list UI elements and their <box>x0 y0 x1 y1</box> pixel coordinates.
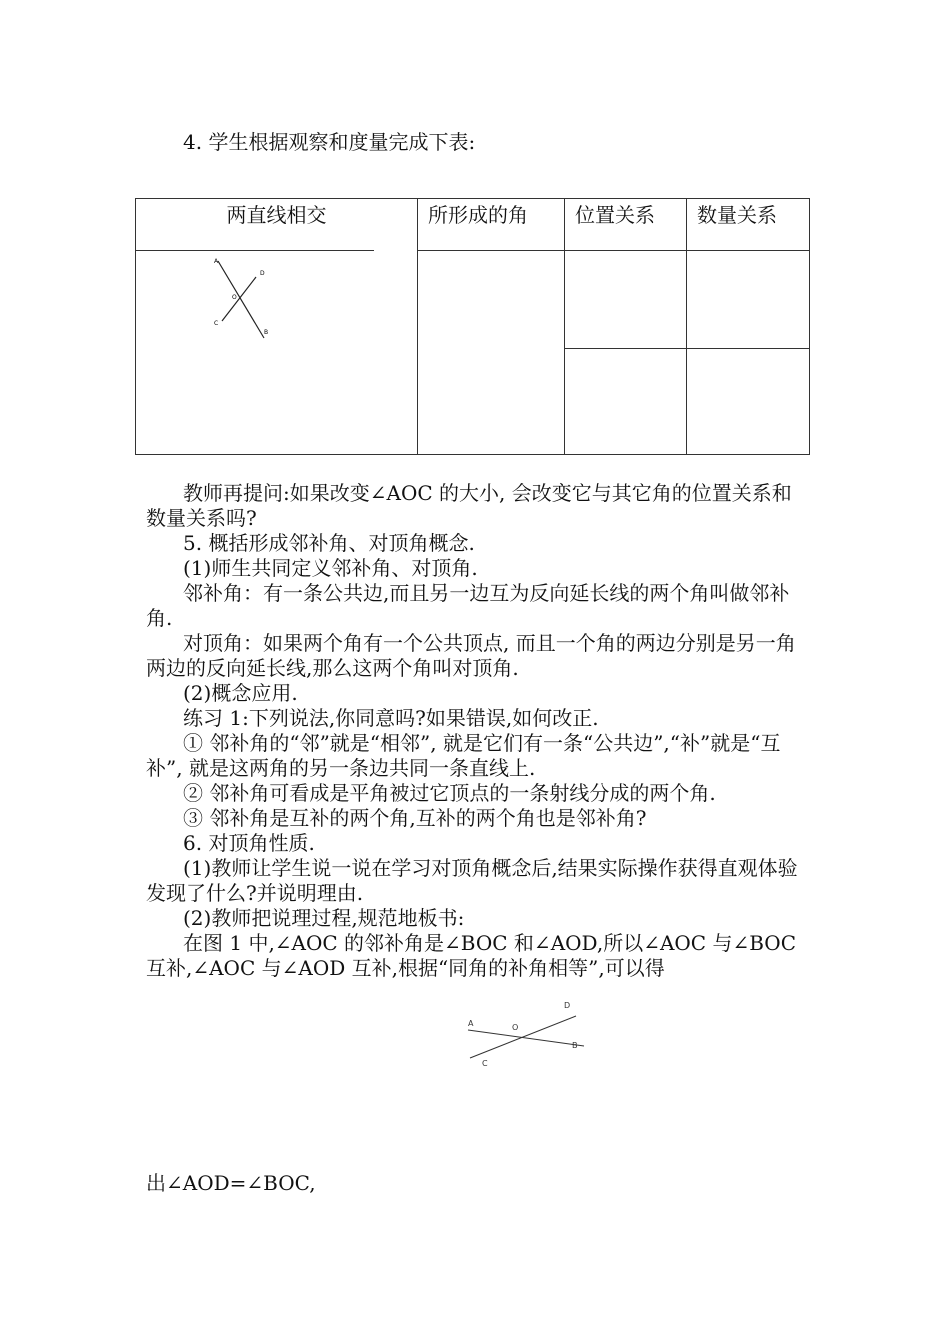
fig1-label-o: O <box>512 1023 519 1032</box>
cell-quantity-1 <box>687 251 810 349</box>
figure-cell <box>136 251 418 455</box>
cell-position-2 <box>565 349 687 455</box>
section-heading: 4. 学生根据观察和度量完成下表: <box>183 130 476 154</box>
header-intersecting-lines: 两直线相交 <box>136 199 418 251</box>
def-vertical-angles: 对顶角：如果两个角有一个公共顶点, 而且一个角的两边分别是另一角两边的反向延长线,那么这两个角叫对顶角. <box>146 631 796 680</box>
cell-angles <box>418 251 565 455</box>
exercise-1: 练习 1:下列说法,你同意吗?如果错误,如何改正. <box>183 706 599 730</box>
reasoning-text: 在图 1 中,∠AOC 的邻补角是∠BOC 和∠AOD,所以∠AOC 与∠BOC 互补,∠AOC 与∠AOD 互补,根据“同角的补角相等”,可以得 <box>146 931 796 980</box>
label-a: A <box>214 257 219 265</box>
conclusion-text: 出∠AOD=∠BOC, <box>146 1171 316 1195</box>
label-d: D <box>260 269 265 277</box>
intersecting-lines-figure <box>136 251 418 455</box>
cell-quantity-2 <box>687 349 810 455</box>
cell-position-1 <box>565 251 687 349</box>
item-2-application: (2)概念应用. <box>183 681 298 705</box>
header-quantity-relation: 数量关系 <box>687 199 810 251</box>
header-position-relation: 位置关系 <box>565 199 687 251</box>
section-5: 5. 概括形成邻补角、对顶角概念. <box>183 531 475 555</box>
item-2-board: (2)教师把说理过程,规范地板书: <box>183 906 465 930</box>
fig1-label-b: B <box>572 1041 578 1050</box>
teacher-question: 教师再提问:如果改变∠AOC 的大小, 会改变它与其它角的位置关系和数量关系吗? <box>146 481 792 530</box>
item-1-define: (1)师生共同定义邻补角、对顶角. <box>183 556 478 580</box>
fig1-label-d: D <box>564 1001 571 1010</box>
def-adjacent-supplementary: 邻补角：有一条公共边,而且另一边互为反向延长线的两个角叫做邻补角. <box>146 581 790 630</box>
statement-3: ③ 邻补角是互补的两个角,互补的两个角也是邻补角? <box>183 806 647 830</box>
section-6: 6. 对顶角性质. <box>183 831 315 855</box>
fig1-label-c: C <box>482 1059 488 1068</box>
fig1-label-a: A <box>468 1019 474 1028</box>
figure-1 <box>460 996 600 1076</box>
item-1-discuss: (1)教师让学生说一说在学习对顶角概念后,结果实际操作获得直观体验发现了什么?并说明理由. <box>146 856 798 905</box>
label-c: C <box>214 319 219 327</box>
label-o: O <box>232 293 237 301</box>
label-b: B <box>264 328 269 336</box>
header-angles-formed: 所形成的角 <box>418 199 565 251</box>
observation-table <box>135 198 810 455</box>
statement-2: ② 邻补角可看成是平角被过它顶点的一条射线分成的两个角. <box>183 781 716 805</box>
statement-1: ① 邻补角的“邻”就是“相邻”, 就是它们有一条“公共边”,“补”就是“互补”, 就是这两角的另一条边共同一条直线上. <box>146 731 781 780</box>
